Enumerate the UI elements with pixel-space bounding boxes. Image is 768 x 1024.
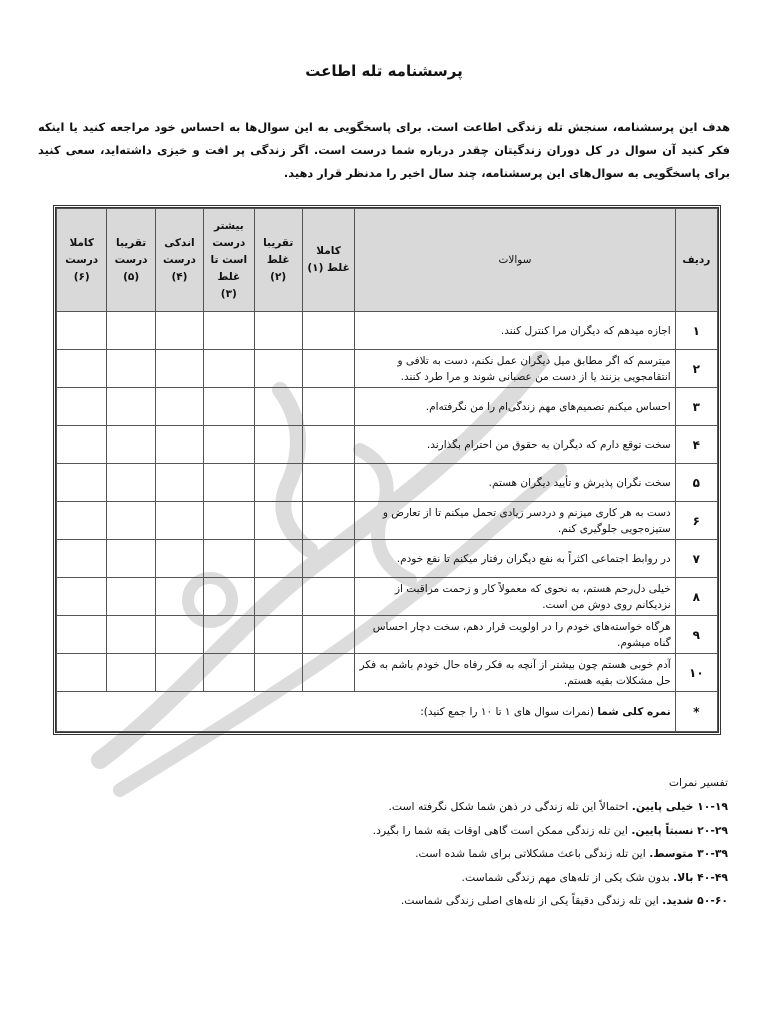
answer-cell-option-4[interactable] [155,350,203,388]
answer-cell-option-3[interactable] [204,654,254,692]
header-option-5: تقریبا درست (۵) [107,209,155,312]
table-row [57,464,718,502]
question-text: سخت توقع دارم که دیگران به حقوق من احترام بگذارند. [355,426,675,464]
table-row [57,502,718,540]
question-text: سخت نگران پذیرش و تأیید دیگران هستم. [355,464,675,502]
scoring-line [28,866,728,890]
answer-cell-option-1[interactable] [302,540,354,578]
answer-cell-option-4[interactable] [155,464,203,502]
table-row [57,540,718,578]
question-text: خیلی دل‌رحم هستم، به نحوی که معمولاً کار و زحمت مراقبت از نزدیکانم روی دوش من است. [355,578,675,616]
scoring-range: ۱۰-۱۹ خیلی پایین. [631,800,728,813]
answer-cell-option-1[interactable] [302,426,354,464]
answer-cell-option-3[interactable] [204,540,254,578]
scoring-range: ۲۰-۲۹ نسبتاً پایین. [631,823,728,837]
table-row [57,616,718,654]
answer-cell-option-3[interactable] [204,350,254,388]
table-row [57,426,718,464]
answer-cell-option-1[interactable] [302,350,354,388]
scoring-section [28,776,728,913]
row-number: ۳ [675,388,717,426]
scoring-description: این تله زندگی باعث مشکلاتی برای شما شده است. [415,847,650,860]
total-symbol: * [675,692,717,732]
table-header-row [57,209,718,312]
answer-cell-option-1[interactable] [302,616,354,654]
answer-cell-option-2[interactable] [254,388,302,426]
scoring-heading: تفسیر نمرات [668,776,728,789]
answer-cell-option-3[interactable] [204,426,254,464]
question-text: دست به هر کاری میزنم و دردسر زیادی تحمل میکنم تا از تعارض و ستیزه‌جویی جلوگیری کنم. [355,502,675,540]
answer-cell-option-3[interactable] [204,388,254,426]
answer-cell-option-3[interactable] [204,502,254,540]
answer-cell-option-6[interactable] [57,616,107,654]
header-option-1: کاملا غلط (۱) [302,209,354,312]
row-number: ۹ [675,616,717,654]
answer-cell-option-2[interactable] [254,616,302,654]
table-row [57,654,718,692]
scoring-description: این تله زندگی ممکن است گاهی اوقات یقه شما را بگیرد. [372,823,632,837]
header-option-6: کاملا درست (۶) [57,209,107,312]
answer-cell-option-5[interactable] [107,540,155,578]
scoring-description: این تله زندگی دقیقاً یکی از تله‌های اصلی زندگی شماست. [400,894,663,907]
table-row [57,312,718,350]
questionnaire-table [53,205,721,735]
answer-cell-option-5[interactable] [107,464,155,502]
answer-cell-option-1[interactable] [302,464,354,502]
total-score-cell[interactable] [57,692,676,732]
answer-cell-option-2[interactable] [254,502,302,540]
answer-cell-option-5[interactable] [107,350,155,388]
answer-cell-option-6[interactable] [57,540,107,578]
scoring-line [28,819,728,843]
header-questions: سوالات [355,209,675,312]
scoring-line [28,795,728,819]
answer-cell-option-5[interactable] [107,312,155,350]
answer-cell-option-3[interactable] [204,578,254,616]
answer-cell-option-6[interactable] [57,388,107,426]
row-number: ۶ [675,502,717,540]
answer-cell-option-6[interactable] [57,426,107,464]
answer-cell-option-4[interactable] [155,426,203,464]
answer-cell-option-5[interactable] [107,426,155,464]
header-option-4: اندکی درست (۴) [155,209,203,312]
answer-cell-option-5[interactable] [107,654,155,692]
question-text: اجازه میدهم که دیگران مرا کنترل کنند. [355,312,675,350]
answer-cell-option-5[interactable] [107,578,155,616]
answer-cell-option-3[interactable] [204,616,254,654]
answer-cell-option-3[interactable] [204,464,254,502]
total-note: (نمرات سوال های ۱ تا ۱۰ را جمع کنید): [420,705,594,718]
answer-cell-option-2[interactable] [254,464,302,502]
answer-cell-option-1[interactable] [302,578,354,616]
answer-cell-option-6[interactable] [57,654,107,692]
answer-cell-option-6[interactable] [57,464,107,502]
answer-cell-option-2[interactable] [254,540,302,578]
answer-cell-option-6[interactable] [57,312,107,350]
scoring-range: ۵۰-۶۰ شدید. [662,894,728,907]
header-option-3: بیشتر درست است تا غلط (۳) [204,209,254,312]
answer-cell-option-2[interactable] [254,350,302,388]
scoring-line [28,889,728,913]
row-number: ۴ [675,426,717,464]
table-row [57,388,718,426]
answer-cell-option-4[interactable] [155,616,203,654]
question-text: آدم خوبی هستم چون بیشتر از آنچه به فکر رفاه حال خودم باشم به فکر حل مشکلات بقیه هستم. [355,654,675,692]
answer-cell-option-1[interactable] [302,654,354,692]
row-number: ۱۰ [675,654,717,692]
row-number: ۸ [675,578,717,616]
answer-cell-option-2[interactable] [254,312,302,350]
answer-cell-option-4[interactable] [155,578,203,616]
answer-cell-option-6[interactable] [57,350,107,388]
page-title: پرسشنامه تله اطاعت [305,62,463,80]
answer-cell-option-6[interactable] [57,578,107,616]
answer-cell-option-1[interactable] [302,388,354,426]
header-option-2: تقریبا غلط (۲) [254,209,302,312]
row-number: ۷ [675,540,717,578]
scoring-description: احتمالاً این تله زندگی در ذهن شما شکل نگرفته است. [388,800,632,813]
answer-cell-option-4[interactable] [155,502,203,540]
question-text: در روابط اجتماعی اکثراً به نفع دیگران رفتار میکنم تا نفع خودم. [355,540,675,578]
question-text: میترسم که اگر مطابق میل دیگران عمل نکنم، دست به تلافی و انتقامجویی بزنند یا از دست من عصبانی شوند و مرا طرد کنند. [355,350,675,388]
answer-cell-option-5[interactable] [107,502,155,540]
answer-cell-option-4[interactable] [155,388,203,426]
answer-cell-option-4[interactable] [155,312,203,350]
answer-cell-option-1[interactable] [302,502,354,540]
scoring-line [28,842,728,866]
header-row-number: ردیف [675,209,717,312]
answer-cell-option-4[interactable] [155,540,203,578]
answer-cell-option-1[interactable] [302,312,354,350]
answer-cell-option-5[interactable] [107,616,155,654]
answer-cell-option-3[interactable] [204,312,254,350]
question-text: هرگاه خواسته‌های خودم را در اولویت قرار دهم، سخت دچار احساس گناه میشوم. [355,616,675,654]
answer-cell-option-2[interactable] [254,578,302,616]
answer-cell-option-4[interactable] [155,654,203,692]
row-number: ۲ [675,350,717,388]
scoring-description: بدون شک یکی از تله‌های مهم زندگی شماست. [461,870,674,884]
scoring-range: ۴۰-۴۹ بالا. [673,870,728,884]
total-label: نمره کلی شما [597,705,671,718]
answer-cell-option-2[interactable] [254,426,302,464]
answer-cell-option-6[interactable] [57,502,107,540]
answer-cell-option-2[interactable] [254,654,302,692]
total-score-row [57,692,718,732]
question-text: احساس میکنم تصمیم‌های مهم زندگی‌ام را من نگرفته‌ام. [355,388,675,426]
scoring-range: ۳۰-۳۹ متوسط. [649,847,728,860]
row-number: ۱ [675,312,717,350]
answer-cell-option-5[interactable] [107,388,155,426]
table-row [57,350,718,388]
intro-paragraph: هدف این پرسشنامه، سنجش تله زندگی اطاعت است. برای پاسخگویی به این سوال‌ها به احساس خود مراجعه کنید یا اینکه فکر کنید آن سوال در کل دوران زندگیتان چقدر درباره شما درست است. اگر زندگی پر افت و خیزی داشته‌اید، سعی کنید برای پاسخگویی به سوال‌های این پرسشنامه، چند سال اخیر را مدنظر قرار دهید. [38,120,730,180]
table-row [57,578,718,616]
row-number: ۵ [675,464,717,502]
